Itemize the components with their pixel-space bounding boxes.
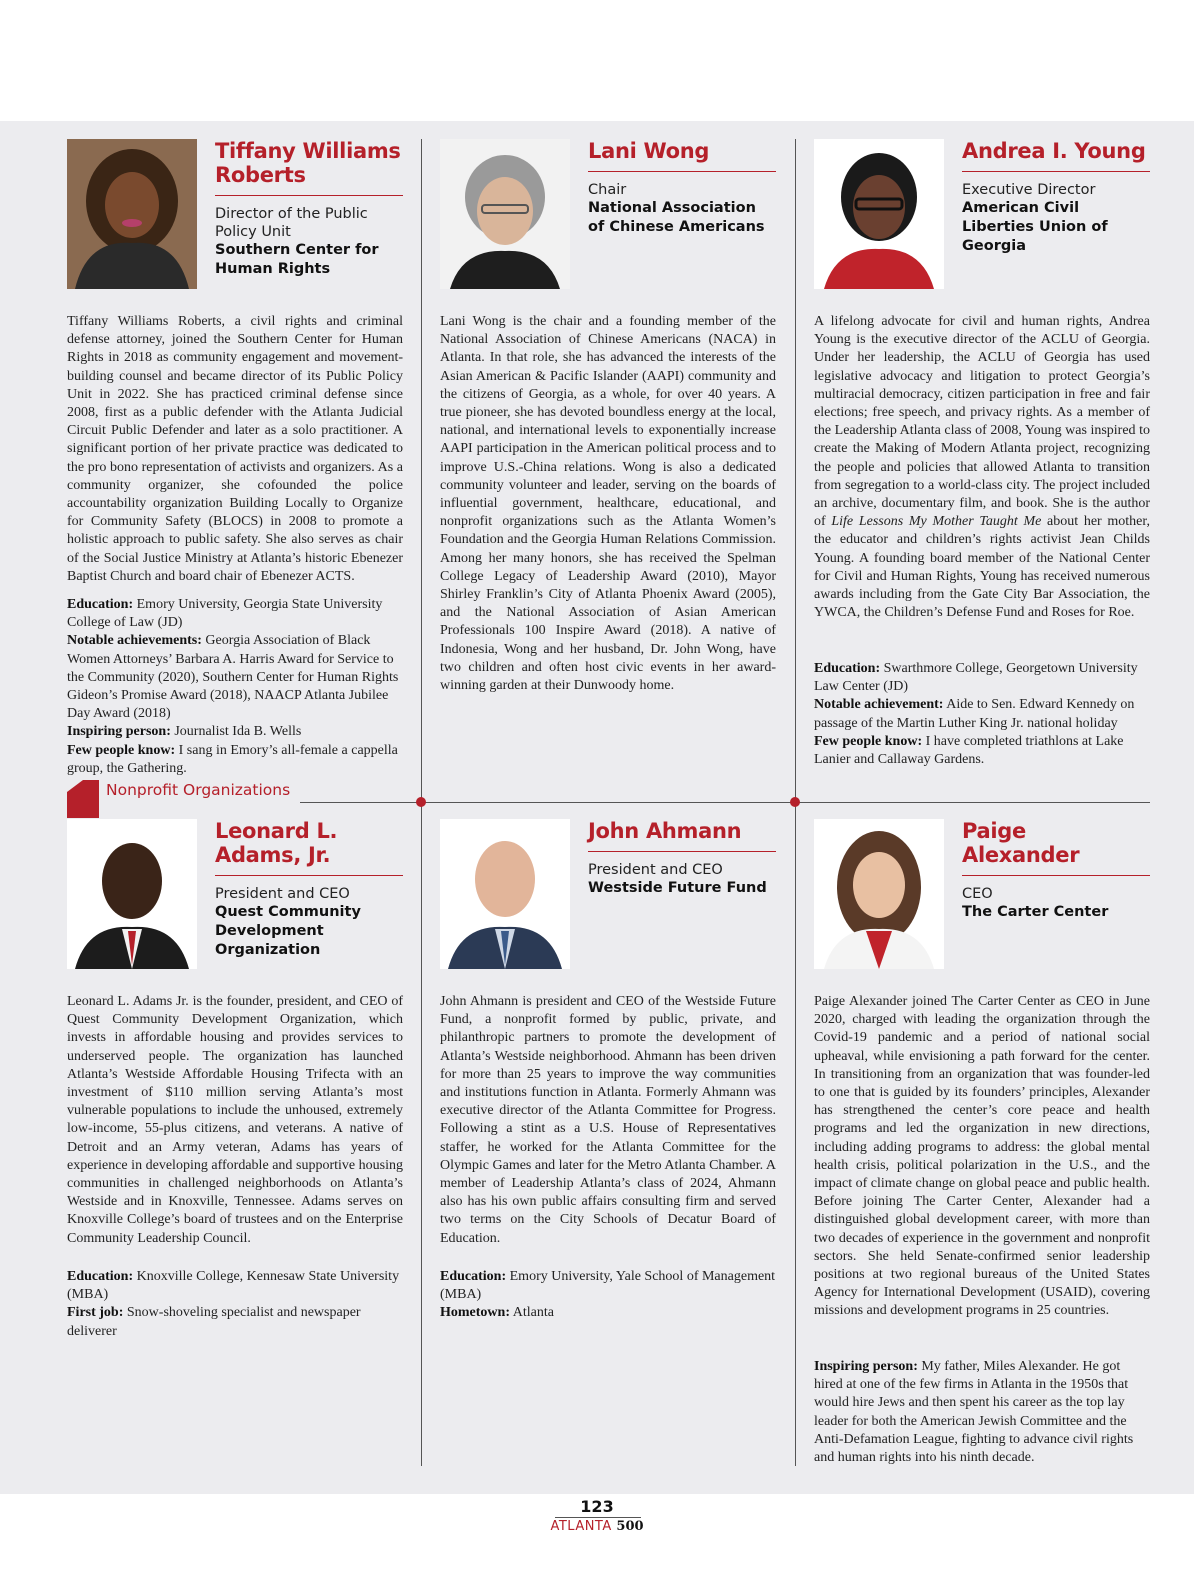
fact-label: Few people know: xyxy=(814,733,923,749)
column-divider xyxy=(795,802,796,1466)
section-marker-icon xyxy=(67,780,99,818)
fact-item xyxy=(814,696,1150,732)
row-divider xyxy=(300,802,1150,803)
fact-item xyxy=(67,742,403,778)
fact-item xyxy=(440,1304,776,1322)
fact-label: Education: xyxy=(67,1269,134,1284)
column-divider xyxy=(795,139,796,802)
portrait-photo xyxy=(814,819,944,969)
book-title: Life Lessons My Mother Taught Me xyxy=(831,514,1042,530)
person-bio: Leonard L. Adams Jr. is the founder, president, and CEO of Quest Community Development Organization, which invests in affordable housing and provides services to underserved people. The organization has launched Atlanta’s Westside Affordable Housing Trifecta with an investment of $110 million serving Atlanta’s most vulnerable populations to include the unhoused, extremely low-income, 55-plus citizens, and veterans. A native of Detroit and an Army veteran, Adams has years of experience in developing affordable and supportive housing communities in challenged neighborhoods on Atlanta’s Westside and in Knoxville, Tennessee. Adams serves on Knoxville College’s board of trustees and on the Enterprise Community Leadership Council. xyxy=(67,994,403,1246)
person-organization: Westside Future Fund xyxy=(588,880,767,896)
page-number: 123 xyxy=(580,1497,614,1516)
fact-value: Snow-shoveling specialist and newspaper deliverer xyxy=(67,1305,361,1339)
fact-value: Swarthmore College, Georgetown University Law Center (JD) xyxy=(814,661,1138,695)
fact-item xyxy=(814,1358,1150,1467)
person-role: Director of the Public Policy Unit xyxy=(215,206,368,240)
portrait-photo xyxy=(814,139,944,289)
publication-brand xyxy=(0,1519,1194,1534)
fact-item xyxy=(440,1268,776,1304)
fact-list xyxy=(440,1268,776,1323)
person-role: President and CEO xyxy=(215,886,350,902)
portrait-image xyxy=(440,139,570,289)
fact-item xyxy=(67,1304,403,1340)
name-rule xyxy=(588,851,776,852)
portrait-photo xyxy=(440,139,570,289)
fact-label: Notable achievements: xyxy=(67,633,202,649)
portrait-photo xyxy=(67,819,197,969)
person-name: Andrea I. Young xyxy=(962,139,1146,163)
fact-value: I sang in Emory’s all-female a cappella group, the Gathering. xyxy=(67,742,398,776)
person-name: Tiffany Williams Roberts xyxy=(215,139,401,187)
fact-value: Georgia Association of Black Women Attorneys’ Barbara A. Harris Award for Service to the Community (2020), Southern Center for Human Rights Gideon’s Promise Award (2018), NAACP Atlanta Jubilee Day Award (2018) xyxy=(67,633,399,722)
fact-label: Education: xyxy=(814,661,881,676)
fact-item xyxy=(67,596,403,632)
section-label: Nonprofit Organizations xyxy=(106,781,291,799)
fact-item xyxy=(67,632,403,723)
portrait-image xyxy=(67,139,197,289)
fact-list xyxy=(67,596,403,778)
fact-value: Emory University, Yale School of Management (MBA) xyxy=(440,1269,776,1303)
portrait-photo xyxy=(67,139,197,289)
footer-rule xyxy=(555,1517,641,1518)
fact-label: Inspiring person: xyxy=(67,724,171,740)
bio-text: about her mother, the educator and children’s rights activist Jean Childs Young. A founding board member of the National Center for Civil and Human Rights, Young has received numerous awards including from the Gate City Bar Association, the YWCA, the Children’s Defense Fund and Roses for Roe. xyxy=(814,514,1150,621)
person-role: CEO xyxy=(962,886,993,902)
person-role: Executive Director xyxy=(962,182,1096,198)
person-bio: Lani Wong is the chair and a founding member of the National Association of Chinese Americans (NACA) in Atlanta. In that role, she has advanced the interests of the Asian American & Pacific Islander (AAPI) community and the citizens of Georgia, as a whole, for over 40 years. A true pioneer, she has devoted boundless energy at the local, national, and international levels to exponentially increase AAPI participation in the American political process and to improve U.S.-China relations. Wong is also a dedicated community volunteer and leader, serving on the boards of influential government, healthcare, educational, and nonprofit organizations such as the Atlanta Women’s Foundation and the Georgia Human Relations Commission. Among her many honors, she has received the Spelman College Legacy of Leadership Award (2010), Mayor Shirley Franklin’s City of Atlanta Phoenix Award (2005), and the National Association of Asian American Professionals 100 Inspire Award (2018). A native of Indonesia, Wong and her husband, Dr. John Wong, have two children and often host civic events in her award-winning garden at their Dunwoody home. xyxy=(440,314,776,694)
portrait-image xyxy=(440,819,570,969)
person-organization: Southern Center for Human Rights xyxy=(215,242,379,277)
fact-value: My father, Miles Alexander. He got hired at one of the few firms in Atlanta in the 1950s that would hire Jews and then spent his career as the top lay leader for both the American Jewish Committee and the Anti-Defamation League, fighting to advance civil rights and human rights into his ninth decade. xyxy=(814,1359,1134,1466)
person-organization: National Association of Chinese Americans xyxy=(588,200,765,235)
fact-value: Emory University, Georgia State University College of Law (JD) xyxy=(67,597,383,631)
portrait-photo xyxy=(440,819,570,969)
name-rule xyxy=(215,195,403,196)
fact-value: Journalist Ida B. Wells xyxy=(174,724,302,740)
person-role: President and CEO xyxy=(588,862,723,878)
name-rule xyxy=(588,171,776,172)
fact-label: Inspiring person: xyxy=(814,1359,918,1374)
fact-label: Hometown: xyxy=(440,1305,510,1321)
brand-word: ATLANTA xyxy=(550,1519,612,1534)
person-name: Leonard L. Adams, Jr. xyxy=(215,819,338,867)
column-divider xyxy=(421,802,422,1466)
divider-dot xyxy=(416,797,426,807)
fact-list xyxy=(814,1358,1150,1467)
fact-value: Aide to Sen. Edward Kennedy on passage of the Martin Luther King Jr. national holiday xyxy=(814,697,1135,731)
fact-list xyxy=(814,660,1150,769)
fact-item xyxy=(67,723,403,741)
fact-label: Few people know: xyxy=(67,742,176,758)
divider-dot xyxy=(790,797,800,807)
fact-label: Notable achievement: xyxy=(814,697,944,713)
name-rule xyxy=(962,171,1150,172)
person-role: Chair xyxy=(588,182,627,198)
person-bio: Paige Alexander joined The Carter Center as CEO in June 2020, charged with leading the organization through the Covid-19 pandemic and a period of national social upheaval, while envisioning a path forward for the center. In transitioning from an organization that was founder-led to one that is guided by its founders’ principles, Alexander has strengthened the center’s core peace and health programs and led the organization in new directions, including adding programs to address: the global mental health crisis, political polarization in the U.S., and the impact of climate change on global peace and public health. Before joining The Carter Center, Alexander had a distinguished global development career, with more than two decades of experience in the government and nonprofit sectors. She held Senate-confirmed senior leadership positions at two regional bureaus of the United States Agency for International Development (USAID), covering missions and development programs in 25 countries. xyxy=(814,994,1150,1319)
person-bio: Tiffany Williams Roberts, a civil rights and criminal defense attorney, joined the Southern Center for Human Rights in 2018 as community engagement and movement-building counsel and became director of its Public Policy Unit in 2022. She has practiced criminal defense since 2008, first as a public defender with the Atlanta Judicial Circuit Public Defender and later as a solo practitioner. A significant portion of her private practice was dedicated to the pro bono representation of activists and organizers. As a community organizer, she cofounded the police accountability organization Building Locally to Organize for Community Safety (BLOCS) in 2008 to promote a holistic approach to public safety. She also serves as chair of the Social Justice Ministry at Atlanta’s historic Ebenezer Baptist Church and board chair of Ebenezer ACTS. xyxy=(67,314,403,584)
person-name: Lani Wong xyxy=(588,139,710,163)
portrait-image xyxy=(67,819,197,969)
fact-label: Education: xyxy=(440,1269,507,1284)
fact-label: Education: xyxy=(67,597,134,612)
person-organization: American Civil Liberties Union of Georgia xyxy=(962,200,1108,254)
name-rule xyxy=(962,875,1150,876)
person-name: Paige Alexander xyxy=(962,819,1080,867)
person-bio xyxy=(814,313,1150,622)
portrait-image xyxy=(814,139,944,289)
fact-value: I have completed triathlons at Lake Lanier and Callaway Gardens. xyxy=(814,733,1124,768)
fact-item xyxy=(814,733,1150,769)
portrait-image xyxy=(814,819,944,969)
person-organization: Quest Community Development Organization xyxy=(215,904,361,958)
fact-item xyxy=(67,1268,403,1304)
name-rule xyxy=(215,875,403,876)
column-divider xyxy=(421,139,422,802)
fact-value: Knoxville College, Kennesaw State University (MBA) xyxy=(67,1269,400,1303)
fact-label: First job: xyxy=(67,1305,124,1321)
fact-item xyxy=(814,660,1150,696)
person-organization: The Carter Center xyxy=(962,904,1109,920)
fact-value: Atlanta xyxy=(512,1305,554,1321)
bio-text: A lifelong advocate for civil and human rights, Andrea Young is the executive director of the ACLU of Georgia. Under her leadership, the ACLU of Georgia has used legislative advocacy and litigation to protect Georgia’s multiracial democracy, citizen participation in free and fair elections; free speech, and privacy rights. As a member of the Leadership Atlanta class of 2008, Young was inspired to create the Making of Modern Atlanta project, recognizing the people and policies that allowed Atlanta to transition from segregation to a world-class city. The project included an archive, documentary film, and book. She is the author of xyxy=(814,314,1150,530)
fact-list xyxy=(67,1268,403,1341)
brand-number: 500 xyxy=(616,1519,644,1534)
person-bio: John Ahmann is president and CEO of the Westside Future Fund, a nonprofit formed by public, private, and philanthropic partners to promote the development of Atlanta’s Westside neighborhood. Ahmann has been driven for more than 25 years to improve the way communities and institutions function in Atlanta. Formerly Ahmann was executive director of the Atlanta Committee for Progress. Following a stint as a U.S. House of Representatives staffer, he worked for the Atlanta Committee for the Olympic Games and later for the Metro Atlanta Chamber. A member of Leadership Atlanta’s class of 2024, Ahmann also has his own public affairs consulting firm and served two terms on the City Schools of Decatur Board of Education. xyxy=(440,994,776,1246)
person-name: John Ahmann xyxy=(588,819,742,843)
